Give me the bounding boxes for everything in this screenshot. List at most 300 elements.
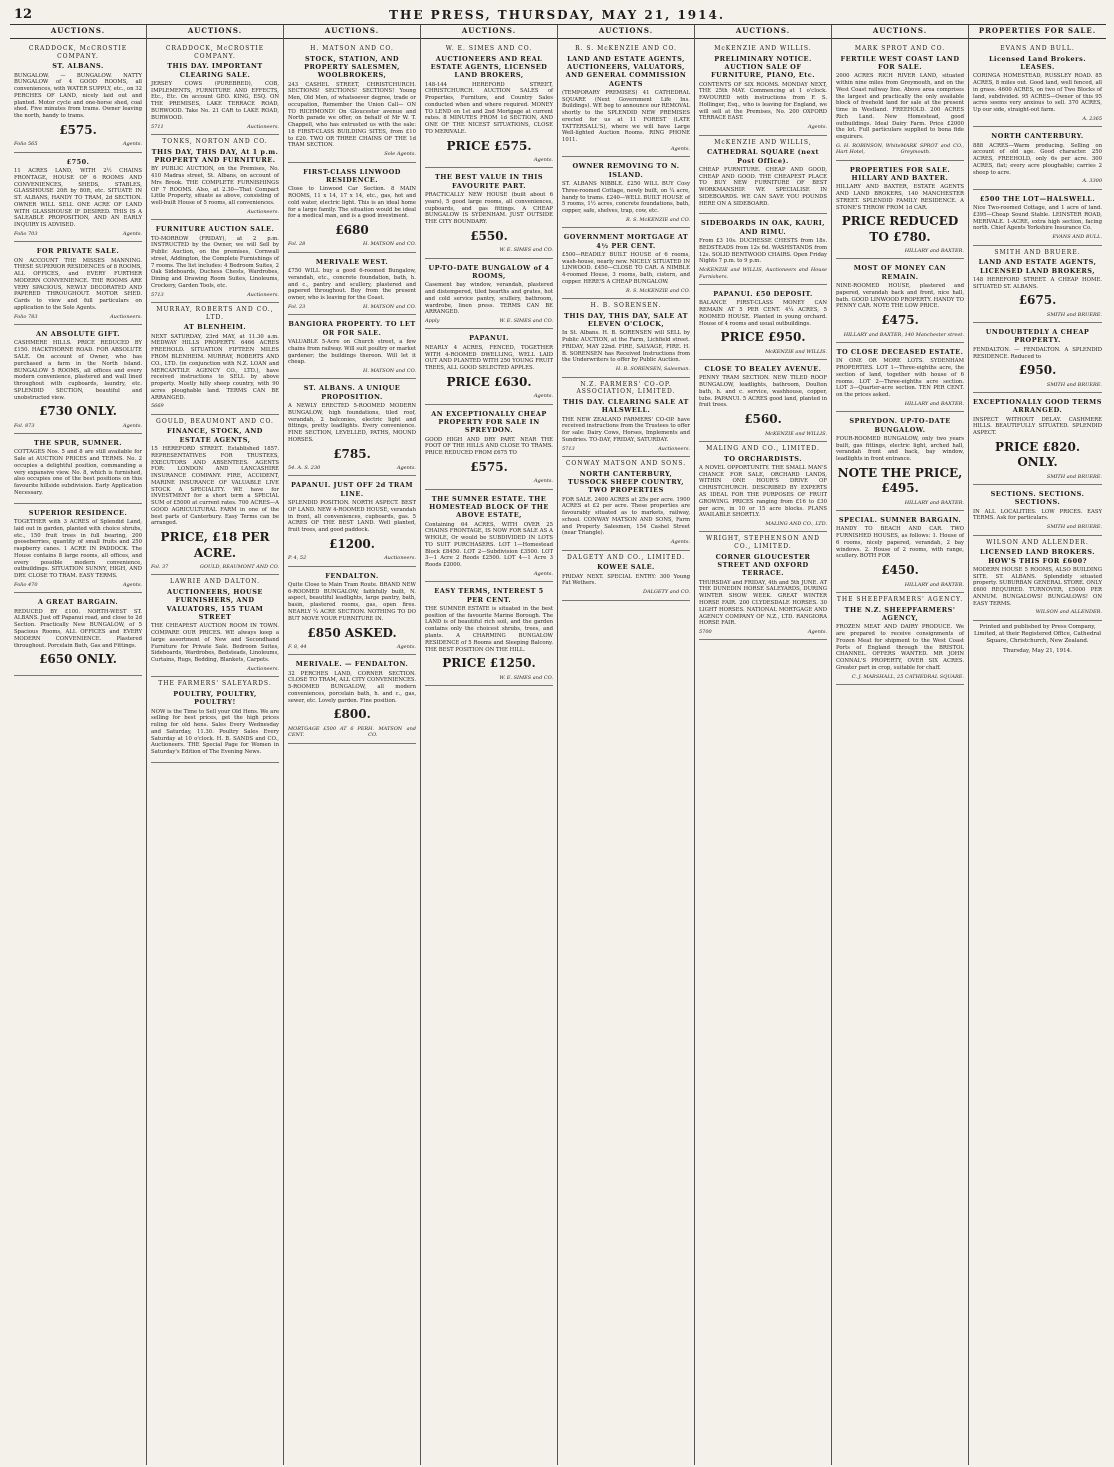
advertisement: [836, 511, 964, 593]
ad-firm-name: McKENZIE AND WILLIS.: [714, 44, 812, 52]
advertisement: [151, 677, 279, 763]
ad-signature-row: [699, 629, 827, 635]
ad-headline: PAPANUI. £50 DEPOSIT.: [713, 289, 813, 298]
ad-signature: Auctioneers.: [247, 123, 279, 130]
ad-signature-row: [425, 478, 553, 484]
ad-signature: Agents.: [670, 539, 690, 546]
ad-price: PRICE £950.: [720, 330, 806, 345]
ad-signature-row: [836, 332, 964, 338]
ad-signature-row: [562, 146, 690, 152]
ad-firm-name: R. S. McKENZIE AND CO.: [575, 44, 677, 52]
newspaper-title: THE PRESS, THURSDAY, MAY 21, 1914.: [389, 8, 726, 22]
ad-firm-name: MALING AND CO., LIMITED.: [706, 444, 820, 452]
ad-firm-name: McKENZIE AND WILLIS,: [714, 138, 812, 146]
ad-folio: Apply: [425, 318, 440, 325]
ad-signature: Auctioneers.: [247, 665, 279, 672]
ad-body-text: VALUABLE 5-Acre on Church street, a few chains from railway. Will suit poultry or market gardener; the buildings thereon. Will let it cheap.: [288, 338, 416, 366]
ad-firm-name: CONWAY MATSON AND SONS.: [565, 460, 687, 468]
ad-body-text: THE CHEAPEST AUCTION ROOM IN TOWN. COMPARE OUR PRICES. WE always keep a large assortment of New and Secondhand Furniture for Private Sale. Bedroom Suites, Sideboards, Wardrobes, Bedsteads, Linoleums, Curtains, Rugs, Bedding, Blankets, Carpets.: [151, 623, 279, 664]
advertisement: [836, 343, 964, 412]
advertisement: [14, 593, 142, 675]
ad-signature: H. MATSON and CO.: [362, 368, 416, 375]
ad-body-text: IN ONE OR MORE LOTS. SYDENHAM PROPERTIES. LOT 1—Three-eighths acre, the section of land, together with house of 6 rooms. LOT 2—Three-eighths acre section. LOT 3—Quarter-acre section. TEN PER CENT. on the prices asked.: [836, 358, 964, 399]
ad-signature: SMITH and BRUERE.: [1046, 473, 1102, 480]
ad-signature-row: [562, 288, 690, 294]
ad-headline: FOR PRIVATE SALE.: [36, 247, 120, 256]
ad-signature-row: [562, 366, 690, 372]
ad-signature: Auctioneers.: [658, 445, 690, 452]
ad-firm-name: DALGETY AND CO., LIMITED.: [566, 553, 686, 561]
column-2: [147, 25, 284, 1465]
ad-headline: EASY TERMS, INTEREST 5 PER CENT.: [434, 587, 544, 604]
ad-signature-row: [151, 666, 279, 672]
ad-price: PRICE £630.: [446, 374, 532, 389]
column-1: [10, 25, 147, 1465]
ad-price: £675.: [1018, 293, 1057, 308]
advertisement: [973, 127, 1102, 190]
advertisement: [562, 42, 690, 157]
ad-folio: 5711: [151, 123, 164, 130]
ad-firm-name: N.Z. FARMERS' CO-OP. ASSOCIATION, LIMITED.: [576, 380, 676, 396]
ad-headline: EXCEPTIONALLY GOOD TERMS ARRANGED.: [973, 398, 1102, 415]
ad-signature: H. MATSON and CO.: [362, 303, 416, 310]
ad-headline: ST. ALBANS. A UNIQUE PROPOSITION.: [303, 384, 401, 401]
column-heading: AUCTIONS.: [695, 27, 831, 39]
advertisement: [836, 593, 964, 685]
ad-folio: 5713: [151, 291, 164, 298]
ad-headline: THE N.Z. SHEEPFARMERS' AGENCY,: [844, 605, 956, 622]
ad-signature: W. E. SIMES and CO.: [499, 674, 553, 681]
ad-headline: THE SUMNER ESTATE. THE HOMESTEAD BLOCK OF THE ABOVE ESTATE,: [429, 494, 549, 520]
ad-signature: R. S. McKENZIE and CO.: [626, 216, 690, 223]
ad-price: £850 ASKED.: [307, 625, 397, 640]
advertisement: [425, 42, 553, 168]
ad-body-text: £750 WILL buy a good 6-roomed Bungalow, verandah, etc., concrete foundation, bath, h. and c., pantry and scullery, plastered and papered throughout. Buy from the present owner, who is leaving for the Coast.: [288, 268, 416, 302]
ad-folio: Fol. 23: [288, 303, 306, 310]
ad-signature: W. E. SIMES and CO.: [499, 247, 553, 254]
ad-headline: CATHEDRAL SQUARE (next Post Office).: [706, 148, 819, 165]
ad-headline: SPECIAL. SUMNER BARGAIN.: [838, 516, 962, 525]
ad-body-text: 15 HEREFORD STREET. Established 1857. REPRESENTATIVES FOR TRUSTEES, EXECUTORS AND ABSENTEES. AGENTS FOR: LONDON AND LANCASHIRE INSURANCE COMPANY. FIRE, ACCIDENT, MARINE INSURANCE OF VALUABLE LIVE STOCK A SPECIALITY. WE have for INVESTMENT for a short term a SPECIAL SUM of £5000 at current rates. 700 ACRES—A GOOD AGRICULTURAL FARM in one of the best parts of Canterbury. Easy Terms can be arranged.: [151, 446, 279, 527]
advertisement: [151, 303, 279, 415]
ad-headline: LICENSED LAND BROKERS. HOW'S THIS FOR £600?: [980, 548, 1095, 565]
ad-price: £785.: [333, 446, 371, 461]
ad-folio: Fol. 37: [151, 563, 169, 570]
ad-signature: Auctioneers.: [110, 313, 142, 320]
column-8: [969, 25, 1106, 1465]
ad-signature-row: [699, 124, 827, 130]
advertisement: [699, 214, 827, 284]
advertisement: [699, 532, 827, 640]
ad-headline: TO CLOSE DECEASED ESTATE.: [836, 347, 964, 356]
ad-headline: MOST OF MONEY CAN REMAIN.: [853, 264, 947, 281]
ad-signature: HILLARY and BAXTER.: [904, 499, 964, 506]
ad-signature-row: [973, 474, 1102, 480]
ad-signature: MALING AND CO., LTD.: [765, 521, 827, 528]
ad-headline: LAND AND ESTATE AGENTS, AUCTIONEERS, VALUATORS, AND GENERAL COMMISSION AGENTS: [565, 54, 687, 88]
ad-signature-row: [973, 116, 1102, 122]
ad-signature-row: [699, 431, 827, 437]
advertisement: [288, 655, 416, 743]
ad-signature: Agents.: [807, 629, 827, 636]
ad-body-text: Close to Linwood Car Section. 8 MAIN ROOMS, 11 x 14, 17 x 14, etc., gas, hot and cold water, electric light. This is an ideal home for a large family. The situation would be ideal for a medical man, and is a good investment.: [288, 186, 416, 220]
ad-signature: SMITH and BRUERE.: [1046, 311, 1102, 318]
advertisement: [288, 379, 416, 476]
ad-signature-row: [151, 564, 279, 570]
ad-headline: THIS DAY. CLEARING SALE AT HALSWELL.: [563, 397, 689, 415]
advertisement: [562, 457, 690, 551]
ad-firm-name: GOULD, BEAUMONT AND CO.: [156, 417, 274, 425]
ad-signature-row: [288, 465, 416, 471]
ad-signature: GOULD, BEAUMONT AND CO.: [199, 563, 279, 570]
column-7: [832, 25, 969, 1465]
ad-folio: MORTGAGE £500 AT 6 PER CENT.: [288, 725, 369, 739]
ad-headline: FIRST-CLASS LINWOOD RESIDENCE.: [303, 167, 401, 184]
ad-body-text: From £3 10s. DUCHESSE CHESTS from 18s. BEDSTEADS from 12s 6d. WASHSTANDS from 12s. SOLID BENTWOOD CHAIRS. Open Friday Nights 7 p.m. to 9 p.m.: [699, 238, 827, 265]
imprint-date: Thursday, May 21, 1914.: [1003, 647, 1072, 654]
advertisement: [151, 415, 279, 576]
advertisement: [151, 575, 279, 677]
advertisement: [425, 490, 553, 583]
ad-body-text: BY PUBLIC AUCTION, on the Premises, No. 410 Madras street, St. Albans, on account of Mrs Brook. THE COMPLETE FURNISHINGS OF 7 ROOMS. Also, at 2.30—That Compact Little Property, situate as above, consisting of well-built House of 5 rooms, all conveniences.: [151, 166, 279, 207]
column-4: [421, 25, 558, 1465]
ad-signature: SMITH and BRUERE.: [1046, 381, 1102, 388]
ad-signature-row: [973, 178, 1102, 184]
ad-body-text: £500—READILY BUILT HOUSE of 6 rooms, wash-house, nearly new. NICELY SITUATED IN LINWOOD. £450—CLOSE TO CAR. A NIMBLE 4-roomed House, 3 rooms, bath, cistern, and copper. HERE'S A CHEAP BUNGALOW.: [562, 251, 690, 285]
advertisement: [14, 504, 142, 594]
advertisement: [288, 42, 416, 163]
advertisement: [699, 136, 827, 215]
ad-signature-row: [562, 539, 690, 545]
advertisement: [288, 163, 416, 253]
advertisement: [973, 323, 1102, 393]
ad-body-text: NINE-ROOMED HOUSE, plastered and papered, verandah back and front, nice hall, bath. GOOD LINWOOD PROPERTY. HANDY TO PENNY CAR. NOTE THE LOW PRICE.: [836, 283, 964, 310]
ad-signature-row: [562, 217, 690, 223]
ad-body-text: THE NEW ZEALAND FARMERS' CO-OP. have received instructions from the Trustees to offer for sale: Dairy Cows, Horses, Implements and Sundries. TO-DAY, FRIDAY, SATURDAY.: [562, 416, 690, 443]
ad-body-text: CASHMERE HILLS. PRICE REDUCED BY £150. HACKTHORNE ROAD. FOR ABSOLUTE SALE. On account of Owner, who has purchased a farm in the North Island. BUNGALOW 5 ROOMS, all offices and every modern convenience, plastered and wall lined throughout with cupboards, laundry, etc. SPLENDID SECTION, beautiful and unobstructed view.: [14, 340, 142, 401]
ad-headline: ST. ALBANS.: [52, 62, 104, 71]
ad-body-text: In St. Albans. H. B. SORENSEN will SELL by Public AUCTION, at the Farm, Lichfield street. FRIDAY, MAY 22nd. FIRE, SALVAGE, FIRE. H. B. SORENSEN has Received Instructions from the Underwriters to offer by Public Auction.: [562, 330, 690, 364]
ad-signature-row: [288, 151, 416, 157]
ad-signature-row: [425, 571, 553, 577]
ad-folio: F. 8, 44: [288, 643, 307, 650]
ad-folio: Folio 470: [14, 581, 38, 588]
ad-body-text: 148-144 HEREFORD STREET, CHRISTCHURCH. AUCTION SALES of Properties, Furniture, and Country Sales conducted when and where required. MONEY TO LEND on 1st and 2nd Mortgage at current rates. 8 MINUTES FROM 1d SECTION, AND ONE OF THE NICEST SITUATIONS, CLOSE TO MERIVALE.: [425, 81, 553, 135]
advertisement: [151, 42, 279, 135]
ad-signature-row: [562, 589, 690, 595]
ad-firm-name: H. MATSON AND CO.: [310, 44, 394, 52]
ad-headline: KOWEE SALE.: [597, 563, 655, 572]
ad-signature-row: [14, 423, 142, 429]
ad-headline: THIS DAY, THIS DAY, At 1 p.m. PROPERTY AND FURNITURE.: [151, 147, 279, 164]
advertisement: [562, 228, 690, 299]
ad-headline: Licensed Land Brokers. LEASES.: [988, 54, 1087, 71]
advertisement: [151, 135, 279, 220]
ad-headline: SIDEBOARDS IN OAK, KAURI, AND RIMU.: [700, 219, 826, 236]
ad-signature: Auctioneers.: [384, 555, 416, 562]
ad-headline: THE SPUR, SUMNER.: [34, 439, 122, 448]
advertisement: [14, 153, 142, 243]
ad-headline: AUCTIONEERS AND REAL ESTATE AGENTS, LICENSED LAND BROKERS,: [430, 54, 548, 80]
ad-body-text: 32 PERCHES LAND, CORNER SECTION. CLOSE TO TRAM, ALL CITY CONVENIENCES. 5-ROOMED BUNGALOW, all modern conveniences, porcelain bath, h. and c., gas, sewer, etc. Lovely garden. Fine position.: [288, 670, 416, 704]
ad-signature: W. E. SIMES and CO.: [499, 318, 553, 325]
ad-folio: 5669: [151, 403, 164, 410]
column-heading: AUCTIONS.: [421, 27, 557, 39]
ad-signature: H. MATSON and CO.: [362, 241, 416, 248]
ad-signature-row: [836, 248, 964, 254]
ad-body-text: (TEMPORARY PREMISES) 41 CATHEDRAL SQUARE (Next Government Life Ins. Buildings). WE beg to announce our REMOVAL shortly to the SPLENDID NEW PREMISES erected for us at 11 FOREST (LATE TATTERSALL'S), where we will have Large Well-lighted Auction Rooms. RING PHONE 1011.: [562, 89, 690, 144]
ad-signature-row: [288, 241, 416, 247]
advertisement: [973, 246, 1102, 324]
ad-headline: AN EXCEPTIONALLY CHEAP PROPERTY FOR SALE IN SPREYDON.: [431, 409, 547, 435]
ad-headline: AUCTIONEERS, HOUSE FURNISHERS, AND VALUATORS, 155 TUAM STREET: [166, 587, 264, 621]
advertisement: [562, 378, 690, 457]
advertisement: [973, 485, 1102, 536]
ad-body-text: NEXT SATURDAY, 23rd MAY, at 11.30 a.m. MEDWAY HILLS PROPERTY. 6466 ACRES FREEHOLD. SITUATION FIFTEEN MILES FROM BLENHEIM. MURRAY, ROBERTS AND CO., LTD. (in conjunction with N.Z. LOAN and MERCANTILE AGENCY CO., LTD.), have received instructions to SELL by above property. Mostly hilly sheep country, with 90 acres ploughable land. TERMS CAN BE ARRANGED.: [151, 333, 279, 401]
ad-price: £950.: [1018, 363, 1057, 378]
ad-signature-row: [151, 292, 279, 298]
ad-body-text: HANDY TO BEACH AND CAR. TWO FURNISHED HOUSES, as follows: 1. House of 6 rooms, nicely papered, verandah, 2 bay windows. 2. House of 2 rooms, with range, scullery. BOTH FOR: [836, 526, 964, 560]
ad-firm-name: WILSON AND ALLENDER.: [986, 538, 1089, 546]
ad-body-text: FRIDAY NEXT. SPECIAL ENTRY: 300 Young Fat Wethers.: [562, 573, 690, 587]
ad-headline: FURNITURE AUCTION SALE.: [155, 225, 275, 234]
ad-signature-row: [14, 314, 142, 320]
ad-body-text: THURSDAY and FRIDAY, 4th and 5th JUNE. AT THE DUNEDIN HORSE SALEYARDS, DURING WINTER SHOW WEEK. GREAT WINTER HORSE FAIR. 200 CLYDESDALE HORSES. 30 LIGHT HORSES. NATIONAL MORTGAGE AND AGENCY COMPANY OF N.Z., LTD. RANGIORA HORSE FAIR.: [699, 579, 827, 627]
advertisement: [699, 42, 827, 136]
masthead: [10, 0, 1106, 25]
ad-headline: AN ABSOLUTE GIFT.: [35, 330, 121, 339]
ad-signature: HILLARY and BAXTER, 140 Manchester street.: [843, 331, 964, 338]
ad-signature-row: [425, 247, 553, 253]
ad-signature-row: [288, 555, 416, 561]
ad-signature-row: [836, 401, 964, 407]
advertisement: [151, 220, 279, 303]
ad-signature: Agents.: [533, 570, 553, 577]
ad-signature-row: [973, 312, 1102, 318]
ad-signature: R. S. McKENZIE and CO.: [626, 287, 690, 294]
ad-body-text: 11 ACRES LAND, WITH 2½ CHAINS FRONTAGE, HOUSE OF 6 ROOMS AND CONVENIENCES, SHEDS, STABLES, GLASSHOUSE 20ft by 80ft, etc. SITUATE IN ST. ALBANS, HANDY TO TRAM, 2d SECTION. OWNER WILL SELL ONE ACRE OF LAND WITH GLASSHOUSE IF DESIRED. THIS IS A SALEABLE PROPOSITION, AND AN EARLY INQUIRY IS ADVISED.: [14, 168, 142, 229]
ad-headline: BANGIORA PROPERTY. TO LET OR FOR SALE.: [288, 320, 416, 337]
advertisement: [425, 582, 553, 686]
ad-signature: C. J. MARSHALL, 25 CATHEDRAL SQUARE.: [851, 673, 964, 680]
ad-headline: THE BEST VALUE IN THIS FAVOURITE PART.: [434, 173, 544, 190]
ad-body-text: FENDALTON. — FENDALTON. A SPLENDID RESIDENCE. Reduced to: [973, 346, 1102, 360]
ad-price: PRICE £575.: [446, 138, 532, 153]
ad-signature: Agents.: [533, 157, 553, 164]
ad-folio: 54. A. S. 230: [288, 465, 321, 471]
ad-price: NOTE THE PRICE, £495.: [837, 465, 963, 496]
ad-signature: Agents.: [807, 124, 827, 131]
ad-price: £650 ONLY.: [39, 652, 117, 667]
ad-body-text: JERSEY COWS (PUREBRED), COB, IMPLEMENTS, FURNITURE AND EFFECTS, Etc., Etc. On account GEO. KING, ESQ. ON THE PREMISES, LAKE TERRACE ROAD, BURWOOD. Take No. 21 CAR to LAKE ROAD, BURWOOD.: [151, 80, 279, 121]
ad-signature-row: [288, 726, 416, 739]
advertisement: [973, 536, 1102, 621]
ad-body-text: Nice Two-roomed Cottage, and 1 acre of land. £395—Cheap Sound Stable. LEINSTER ROAD, MERIVALE. 1-ACRE, extra high section, facing north. Chief Agents Yorkshire Insurance Co.: [973, 205, 1102, 232]
ad-headline: NORTH CANTERBURY.: [991, 132, 1084, 141]
advertisement: [14, 242, 142, 325]
ad-body-text: TOGETHER with 3 ACRES of Splendid Land, laid out in garden, planted with choice shrubs, etc., 150 fruit trees in full bearing, 200 gooseberries, quantity of small fruits and 250 raspberry canes. 1 ACRE IN PADDOCK. The House contains 8 large rooms, all offices, and every possible modern convenience, outbuildings. SITUATION SUNNY, HIGH, AND DRY. CLOSE TO TRAM. EASY TERMS.: [14, 519, 142, 580]
ad-signature: Agents.: [670, 146, 690, 152]
ad-signature: H. B. SORENSEN, Salesman.: [615, 366, 690, 373]
ad-signature-row: [562, 446, 690, 452]
advertisement: [699, 360, 827, 442]
ad-folio: Fol. 28: [288, 241, 306, 248]
ad-body-text: NEARLY 4 ACRES, FENCED, TOGETHER WITH 4-ROOMED DWELLING, WELL LAID OUT AND PLANTED WITH 250 YOUNG FRUIT TREES, ALL GOOD SELECTED APPLES.: [425, 344, 553, 372]
ad-body-text: ON ACCOUNT THE MISSES MANNING. THESE SUPERIOR RESIDENCES of 8 ROOMS, ALL OFFICES, and EVERY FURTHER MODERN CONVENIENCE. THE ROOMS ARE VERY SPACIOUS, NEWLY DECORATED AND PAPERED THROUGHOUT. MOTOR SHED. Cards to view and full particulars on application to the Sole Agents.: [14, 257, 142, 311]
ad-signature: Agents.: [533, 478, 553, 485]
ad-signature: A. 2365: [1082, 115, 1102, 122]
ad-signature-row: [973, 234, 1102, 240]
ad-folio: Fol. 873: [14, 422, 35, 429]
ad-body-text: IN ALL LOCALITIES. LOW PRICES. EASY TERMS. Ask for particulars.: [973, 508, 1102, 522]
ad-signature-row: [699, 349, 827, 355]
ad-body-text: CONTENTS OF SIX ROOMS. MONDAY NEXT, THE 25th MAY. Commencing at 1 o'clock. FAVOURED with instructions from F. S. Hollinger, Esq., who is leaving for England, we will sell at the Premises, No. 200 OXFORD TERRACE EAST.: [699, 81, 827, 122]
ad-signature-row: [151, 209, 279, 215]
ad-body-text: ST. ALBANS NIBBLE. £250 WILL BUY Cosy Three-roomed Cottage, newly built, on ¼ acre, handy to trams. £240—WELL BUILT HOUSE of 5 rooms, 1½ acres, concrete foundations, bath, copper, safe, shelves, trap, cow, etc.: [562, 181, 690, 215]
ad-headline: UNDOUBTEDLY A CHEAP PROPERTY.: [985, 328, 1090, 345]
ad-headline: PAPANUI. JUST OFF 2d TRAM LINE.: [290, 481, 414, 498]
ad-signature: Agents.: [122, 141, 142, 148]
ad-signature-row: [425, 318, 553, 324]
advertisement: [288, 476, 416, 566]
ad-body-text: NOW is the Time to Sell your Old Hens. We are selling for best prices, get the high prices ruling for old hens. Sales Every Wednesday and Saturday, 11.30. Poultry Sales Every Saturday at 10 o'clock. H. B. SANDS and CO., Auctioneers. THE Special Page for Women in Saturday's Edition of The Evening News.: [151, 708, 279, 756]
ad-folio: Folio 565: [14, 141, 38, 148]
ad-headline: CORNER GLOUCESTER STREET AND OXFORD TERRACE.: [715, 552, 811, 578]
ad-body-text: A NOVEL OPPORTUNITY. THE SMALL MAN'S CHANCE FOR SALE, ORCHARD LANDS, WITHIN ONE HOUR'S DRIVE OF CHRISTCHURCH. DESCRIBED BY EXPERTS AS IDEAL FOR THE PURPOSES OF FRUIT GROWING. PRICES ranging from £16 to £30 per acre, in 10 or 15 acre blocks. PLANS AVAILABLE SHORTLY.: [699, 464, 827, 519]
ad-signature-row: [836, 674, 964, 680]
ad-body-text: CHEAP FURNITURE. CHEAP AND GOOD, CHEAP AND GOOD. THE CHEAPEST PLACE TO BUY NEW FURNITURE OF BEST WORKMANSHIP. WE SPECIALISE IN SIDEBOARDS. WE CAN SAVE YOU POUNDS HERE ON A SIDEBOARD.: [699, 166, 827, 207]
ad-firm-name: SMITH AND BRUERE.: [994, 248, 1081, 256]
advertisement: [699, 442, 827, 533]
ad-headline: MERIVALE WEST.: [315, 257, 389, 266]
ad-signature-row: [425, 393, 553, 399]
advertisement: [836, 259, 964, 342]
column-6: [695, 25, 832, 1465]
ad-headline: SPREYDON. UP-TO-DATE BUNGALOW.: [849, 417, 951, 434]
ad-body-text: Containing 64 ACRES, WITH OVER 25 CHAINS FRONTAGE, IS NOW FOR SALE AS A WHOLE, Or would be SUBDIVIDED IN LOTS TO SUIT PURCHASERS. LOT 1—Homestead Block £8450. LOT 2—Subdivision £3500. LOT 3—1 Acre 2 Roods £2500. LOT 4—1 Acre 3 Roods £2000.: [425, 521, 553, 569]
ad-price: PRICE £820. ONLY.: [994, 439, 1081, 470]
ad-body-text: GOOD HIGH AND DRY PART. NEAR THE FOOT OF THE HILLS AND CLOSE TO TRAMS. PRICE REDUCED FROM £675 TO: [425, 436, 553, 457]
ad-signature-row: [288, 304, 416, 310]
ad-signature-row: [425, 157, 553, 163]
ad-folio: 5700: [699, 629, 712, 636]
ad-signature: HILLARY and BAXTER.: [904, 581, 964, 588]
ad-body-text: PRACTICALLY NEW HOUSE (built about 6 years), 5 good large rooms, all conveniences, cupboards, and gas fittings. A CHEAP BUNGALOW IS SYDENHAM. JUST OUTSIDE THE CITY BOUNDARY.: [425, 192, 553, 226]
advertisement: [836, 42, 964, 161]
ad-body-text: 148 HEREFORD STREET. A CHEAP HOME. SITUATED ST. ALBANS.: [973, 276, 1102, 290]
advertisement: [562, 299, 690, 378]
ad-body-text: REDUCED BY £100. NORTH-WEST ST. ALBANS. Just off Papanui road, and close to 2d Section. Practically New BUNGALOW, of 5 Spacious Rooms, ALL OFFICES and EVERY MODERN CONVENIENCE. Plastered throughout. Porcelain Bath, Gas and Fittings.: [14, 608, 142, 649]
ad-firm-name: CRADDOCK, McCROSTIE COMPANY.: [165, 44, 265, 60]
ad-firm-name: H. B. SORENSEN.: [590, 302, 662, 310]
ad-signature-row: [151, 403, 279, 409]
advertisement: [288, 567, 416, 656]
ad-signature: Auctioneers.: [247, 291, 279, 298]
ad-body-text: PENNY TRAM SECTION. NEW TILED ROOF BUNGALOW, leadlights, bathroom, Doulton bath, h. and c. service, washhouse, copper, tubs. PAPANUI. 5 ACRES good land, planted in fruit trees.: [699, 375, 827, 409]
column-heading: AUCTIONS.: [10, 27, 146, 39]
ad-body-text: SPLENDID POSITION. NORTH ASPECT. BEST OF LAND. NEW 4-ROOMED HOUSE, verandah in front, all conveniences, cupboards, gas. 5 ACRES OF THE BEST LAND. Well planted, fruit trees, and good paddock.: [288, 500, 416, 534]
ad-signature-row: [973, 609, 1102, 615]
ad-firm-name: CRADDOCK, McCROSTIE COMPANY.: [28, 44, 128, 60]
ad-signature-row: [14, 582, 142, 588]
advertisement: [562, 157, 690, 228]
ad-signature-row: [288, 368, 416, 374]
ad-signature-row: [836, 500, 964, 506]
ad-folio: P. 4, 52: [288, 555, 307, 562]
advertisement: [699, 285, 827, 360]
advertisement: [973, 190, 1102, 246]
ad-headline: OWNER REMOVING TO N. ISLAND.: [572, 162, 680, 179]
advertisement: [288, 253, 416, 316]
ad-signature-row: [836, 143, 964, 156]
ad-body-text: HILLARY AND BAXTER, ESTATE AGENTS AND LAND BROKERS, 140 MANCHESTER STREET. SPLENDID FAMILY RESIDENCE. A STONE'S THROW FROM 1d CAR.: [836, 184, 964, 211]
ad-signature: Agents.: [396, 643, 416, 650]
printer-imprint: Printed and published by Press Company, Limited, at their Registered Office, Cathedral Square, Christchurch, New Zealand.: [973, 623, 1102, 644]
advertisement: [425, 259, 553, 330]
ad-headline: POULTRY, POULTRY, POULTRY!: [173, 689, 257, 707]
ad-signature-row: [14, 231, 142, 237]
ad-headline: UP-TO-DATE BUNGALOW of 4 ROOMS,: [428, 263, 550, 280]
ad-headline: FINANCE, STOCK, AND ESTATE AGENTS,: [167, 427, 263, 444]
ad-headline: CLOSE TO BEALEY AVENUE.: [704, 365, 822, 374]
ad-firm-name: MARK SPROT AND CO.: [854, 44, 946, 52]
ad-folio: Folio 703: [14, 230, 38, 237]
advertisement: [973, 42, 1102, 127]
ad-firm-name: EVANS AND BULL.: [1000, 44, 1075, 52]
ad-signature-row: [699, 521, 827, 527]
ad-headline: £500 THE LOT—HALSWELL.: [979, 194, 1096, 203]
ad-signature: McKENZIE and WILLIS, Auctioneers and House Furnishers.: [699, 267, 827, 280]
ad-body-text: FOUR-ROOMED BUNGALOW, only two years built, gas fittings, electric light, arched hall, verandah front and back, bay window, leadlights in front entrance.: [836, 435, 964, 463]
ad-signature: McKENZIE and WILLIS.: [765, 430, 827, 437]
column-heading: AUCTIONS.: [558, 27, 694, 39]
column-heading: PROPERTIES FOR SALE.: [969, 27, 1106, 39]
page-number: 12: [14, 7, 33, 22]
ad-body-text: FOR SALE. 2400 ACRES at 25s per acre. 1900 ACRES at £2 per acre. These properties are favourably situated as to markets, railway, school. CONWAY MATSON AND SONS, Farm and Property Salesmen, 154 Cashel Street (near Triangle).: [562, 496, 690, 537]
ad-price: £575.: [59, 122, 97, 137]
ad-headline: PROPERTIES FOR SALE. HILLARY AND BAXTER.: [849, 165, 951, 182]
ad-signature-row: [14, 141, 142, 147]
ad-firm-name: THE FARMERS' SALEYARDS.: [158, 680, 272, 688]
ad-body-text: 888 ACRES—Warm producing. Selling on account of old age. Good character. 250 ACRES, FREEHOLD, only 6s per acre. 300 ACRES, flat; every acre ploughable; carries 2 sheep to acre.: [973, 142, 1102, 176]
ad-signature-row: [425, 675, 553, 681]
ad-signature: SMITH and BRUERE.: [1046, 524, 1102, 531]
ad-firm-name: WRIGHT, STEPHENSON AND CO., LIMITED.: [706, 535, 820, 551]
advertisement: [425, 168, 553, 258]
ad-body-text: INSPECT WITHOUT DELAY. CASHMERE HILLS. BEAUTIFULLY SITUATED. SPLENDID ASPECT.: [973, 416, 1102, 437]
column-3: [284, 25, 421, 1465]
ad-signature: HILLARY and BAXTER.: [904, 400, 964, 407]
ad-signature-row: [151, 124, 279, 130]
column-heading: AUCTIONS.: [147, 27, 283, 39]
advertisement: [425, 329, 553, 404]
ad-price: £450.: [881, 563, 919, 578]
ad-headline: TO ORCHARDISTS.: [723, 454, 803, 463]
advertisement: [14, 434, 142, 504]
ad-headline: £750.: [66, 157, 90, 166]
ad-headline: MERIVALE. — FENDALTON.: [295, 660, 409, 669]
ad-signature: H. MATSON and CO.: [368, 725, 416, 739]
ad-signature: WILSON and ALLENDER.: [1035, 609, 1102, 616]
ad-body-text: COTTAGES Nos. 5 and 8 are still available for Sale at AUCTION PRICES and TERMS. No. 2 occupies a delightful position, commanding a very expansive view. No. 8, which is furnished, also occupies one of the best positions on this favourite hillside subdivision. Early Application Necessary.: [14, 449, 142, 496]
ad-signature: A. 3300: [1082, 178, 1102, 185]
advertisement: [14, 42, 142, 153]
ad-headline: PAPANUI.: [469, 334, 509, 343]
ad-firm-name: THE SHEEPFARMERS' AGENCY.: [836, 595, 964, 603]
ad-firm-name: TONKS, NORTON AND CO.: [162, 137, 268, 145]
ad-body-text: Quite Close to Main Tram Route. BRAND NEW 6-ROOMED BUNGALOW, faithfully built, N. aspect, beautiful leadlights, large pantry, bath, basin, plastered rooms, gas, open fires. NEARLY ¼ ACRE SECTION. NOTHING TO DO BUT MOVE YOUR FURNITURE IN.: [288, 581, 416, 622]
column-heading: AUCTIONS.: [284, 27, 420, 39]
